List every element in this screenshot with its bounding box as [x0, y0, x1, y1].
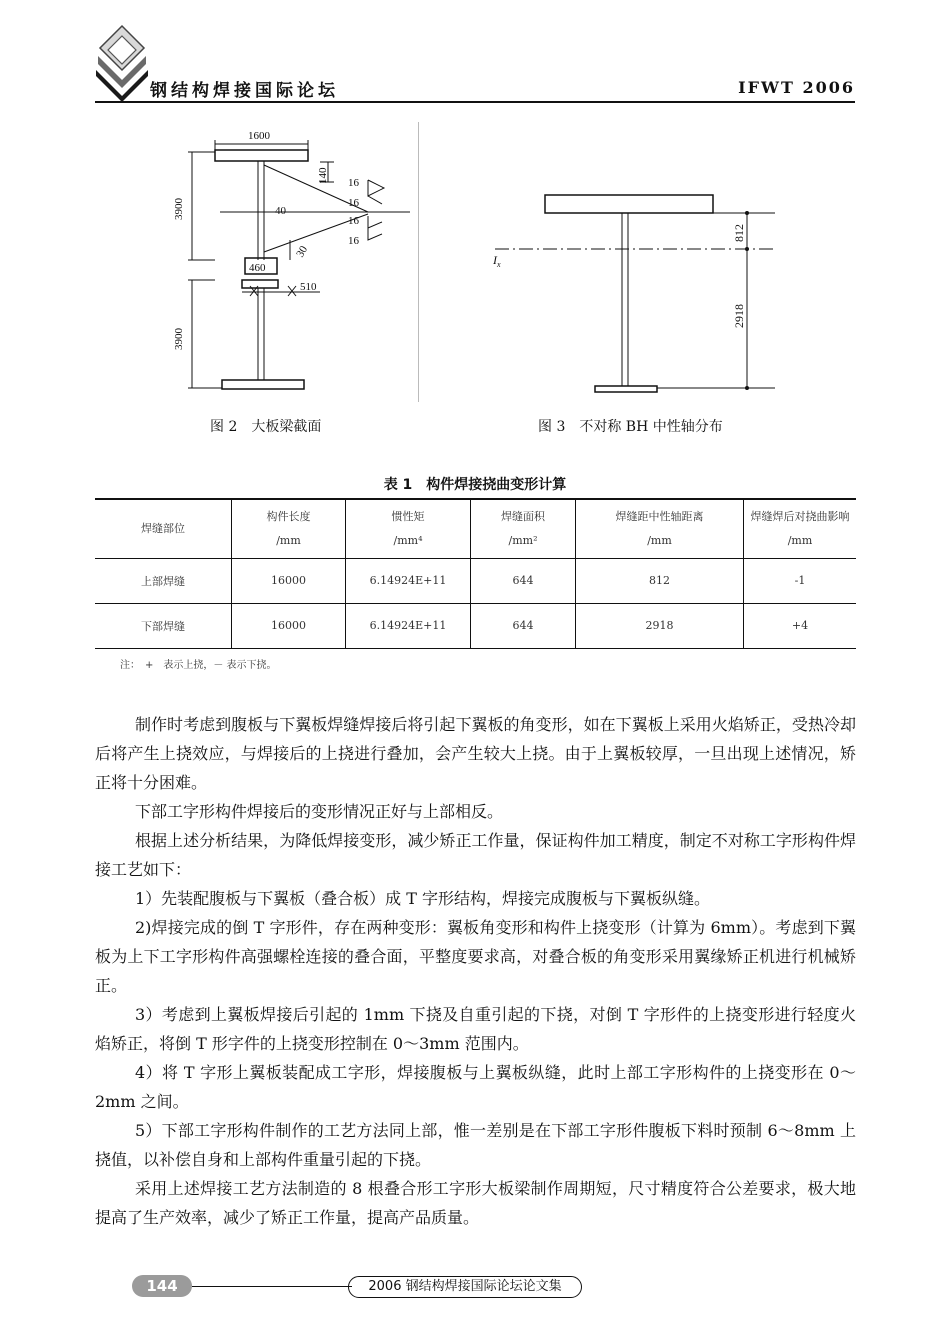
body-paragraph: 3）考虑到上翼板焊接后引起的 1mm 下挠及自重引起的下挠，对倒 T 字形件的上挠变形进行轻度火焰矫正，将倒 T 形字件的上挠变形控制在 0～3mm 范围内。 [95, 1005, 856, 1053]
fig2-label-16c: 16 [348, 215, 359, 227]
table-header-cell: 焊缝面积 /mm² [471, 499, 576, 558]
body-text [95, 710, 856, 1232]
fig2-label-3900-lower: 3900 [173, 328, 185, 350]
body-paragraph: 下部工字形构件焊接后的变形情况正好与上部相反。 [135, 802, 504, 821]
table-header-cell: 惯性矩 /mm⁴ [346, 499, 471, 558]
fig2-label-3900-upper: 3900 [173, 198, 185, 220]
fig3-label-2918: 2918 [732, 304, 746, 328]
figure-divider [418, 122, 419, 402]
table-row [95, 558, 856, 603]
table-header-cell: 焊缝部位 [95, 499, 232, 558]
table-header-cell: 焊缝焊后对挠曲影响 /mm [744, 499, 857, 558]
table-cell: 6.14924E+11 [346, 603, 471, 648]
table-cell: 上部焊缝 [95, 558, 232, 603]
table-cell: 812 [576, 558, 744, 603]
header-forum-title: 钢结构焊接国际论坛 [150, 81, 339, 101]
fig2-label-30: 30 [294, 243, 311, 260]
fig2-label-40: 40 [275, 205, 286, 217]
table-row [95, 603, 856, 648]
page-number: 144 [132, 1275, 192, 1297]
table-cell: 644 [471, 603, 576, 648]
table-cell: 16000 [232, 558, 346, 603]
body-paragraph: 5）下部工字形构件制作的工艺方法同上部，惟一差别是在下部工字形件腹板下料时预制 6～8mm 上挠值，以补偿自身和上部构件重量引起的下挠。 [95, 1121, 856, 1169]
fig2-label-510: 510 [300, 281, 317, 293]
table-header-row [95, 499, 856, 558]
body-paragraph: 1）先装配腹板与下翼板（叠合板）成 T 字形结构，焊接完成腹板与下翼板纵缝。 [135, 889, 711, 908]
figure-3-neutral-axis [485, 180, 785, 400]
fig2-label-16b: 16 [348, 197, 359, 209]
body-paragraph: 4）将 T 字形上翼板装配成工字形，焊接腹板与上翼板纵缝，此时上部工字形构件的上挠变形在 0～2mm 之间。 [95, 1063, 856, 1111]
table-note: 注： + 表示上挠，－ 表示下挠。 [120, 660, 277, 671]
deformation-table [95, 498, 856, 649]
body-paragraph: 2)焊接完成的倒 T 字形件，存在两种变形：翼板角变形和构件上挠变形（计算为 6mm）。考虑到下翼板为上下工字形构件高强螺栓连接的叠合面，平整度要求高，对叠合板的角变形采用翼缘矫正机进行机械矫正。 [95, 918, 856, 995]
table-cell: 6.14924E+11 [346, 558, 471, 603]
fig3-axis-label: $I_x$ [493, 253, 501, 269]
fig2-label-140: 140 [317, 167, 329, 184]
table-cell: 644 [471, 558, 576, 603]
fig2-label-16d: 16 [348, 235, 359, 247]
table-cell: +4 [744, 603, 857, 648]
body-paragraph: 根据上述分析结果，为降低焊接变形，减少矫正工作量，保证构件加工精度，制定不对称工字形构件焊接工艺如下： [95, 831, 856, 879]
body-paragraph: 制作时考虑到腹板与下翼板焊缝焊接后将引起下翼板的角变形，如在下翼板上采用火焰矫正，受热冷却后将产生上挠效应，与焊接后的上挠进行叠加，会产生较大上挠。由于上翼板较厚，一旦出现上述情况，矫正将十分困难。 [95, 715, 856, 792]
table-cell: 2918 [576, 603, 744, 648]
body-paragraph: 采用上述焊接工艺方法制造的 8 根叠合形工字形大板梁制作周期短，尺寸精度符合公差要求，极大地提高了生产效率，减少了矫正工作量，提高产品质量。 [95, 1179, 856, 1227]
table-cell: 16000 [232, 603, 346, 648]
table-cell: 下部焊缝 [141, 619, 185, 633]
figure-2-girder-section [160, 120, 420, 405]
fig2-label-460: 460 [249, 262, 266, 274]
fig2-label-16a: 16 [348, 177, 359, 189]
header-rule [95, 101, 855, 103]
fig2-label-1600: 1600 [248, 130, 270, 142]
table-title: 表 1 构件焊接挠曲变形计算 [383, 477, 567, 493]
header-conference-code: IFWT 2006 [738, 78, 855, 97]
fig3-label-812: 812 [732, 224, 746, 242]
figure-3-caption: 图 3 不对称 BH 中性轴分布 [538, 419, 723, 435]
table-header-cell: 构件长度 /mm [232, 499, 346, 558]
table-header-cell: 焊缝距中性轴距离 /mm [576, 499, 744, 558]
figure-2-caption: 图 2 大板梁截面 [210, 419, 322, 435]
forum-logo-icon [92, 22, 152, 104]
footer-book-title: 2006 钢结构焊接国际论坛论文集 [348, 1276, 582, 1298]
table-cell: -1 [744, 558, 857, 603]
footer-rule [192, 1286, 352, 1287]
